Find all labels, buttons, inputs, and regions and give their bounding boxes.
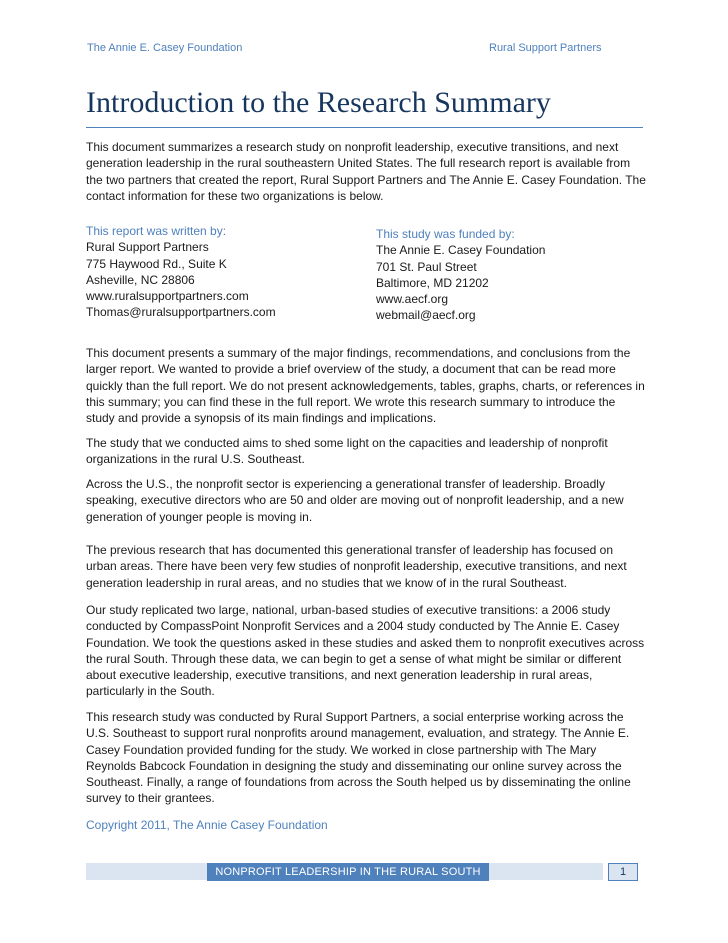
- author-website: www.ruralsupportpartners.com: [86, 289, 249, 304]
- funder-org: The Annie E. Casey Foundation: [376, 243, 546, 258]
- funder-email: webmail@aecf.org: [376, 308, 476, 323]
- author-contact-block: [86, 223, 276, 321]
- funder-contact-block: [376, 226, 545, 324]
- funder-website: www.aecf.org: [376, 292, 449, 307]
- author-email: Thomas@ruralsupportpartners.com: [86, 305, 276, 320]
- author-heading: This report was written by:: [86, 224, 227, 238]
- footer-bar: [86, 863, 641, 881]
- page-title: Introduction to the Research Summary: [86, 86, 551, 119]
- author-street: 775 Haywood Rd., Suite K: [86, 256, 227, 271]
- body-paragraph-partners: This research study was conducted by Rural Support Partners, a social enterprise working across the U.S. Southeast to support rural nonprofits around management, evaluation, and strategy. The Annie E. Casey Foundation provided funding for the study. We worked in close partnership with The Mary Reynolds Babcock Foundation in designing the study and disseminating our online survey across the Southeast. Finally, a range of foundations from across the South helped us by disseminating the online survey to their grantees.: [86, 710, 631, 806]
- funder-street: 701 St. Paul Street: [376, 259, 477, 274]
- body-paragraph-summary: This document presents a summary of the major findings, recommendations, and conclusions from the larger report. We wanted to provide a brief overview of the study, a document that can be read more quickly than the full report. We do not present acknowledgements, tables, graphs, charts, or references in this summary; you can find these in the full report. We wrote this research summary to introduce the study and provide a synopsis of its main findings and implications.: [86, 346, 645, 426]
- running-header-right: Rural Support Partners: [489, 42, 602, 54]
- funder-city: Baltimore, MD 21202: [376, 275, 489, 290]
- body-paragraph-aims: The study that we conducted aims to shed some light on the capacities and leadership of nonprofit organizations in the rural U.S. Southeast.: [86, 436, 608, 467]
- body-paragraph-replication: Our study replicated two large, national, urban-based studies of executive transitions: a 2006 study conducted by CompassPoint Nonprofit Services and a 2004 study conducted by The Annie E. Casey Foundation. We took the questions asked in these studies and asked them to nonprofit executives across the rural South. Through these data, we can begin to get a sense of what might be similar or different about executive leadership, executive transitions, and next generation leadership in rural areas, particularly in the South.: [86, 603, 645, 699]
- title-underline: [86, 127, 643, 128]
- funder-heading: This study was funded by:: [376, 227, 515, 241]
- author-org: Rural Support Partners: [86, 240, 209, 255]
- author-city: Asheville, NC 28806: [86, 272, 195, 287]
- body-paragraph-transfer: Across the U.S., the nonprofit sector is experiencing a generational transfer of leadership. Broadly speaking, executive directors who are 50 and older are moving out of nonprofit leadership, and a new generation of younger people is moving in.: [86, 477, 624, 524]
- page-number: 1: [608, 863, 638, 881]
- intro-paragraph: This document summarizes a research study on nonprofit leadership, executive transitions, and next generation leadership in the rural southeastern United States. The full research report is available from the two partners that created the report, Rural Support Partners and The Annie E. Casey Foundation. The contact information for these two organizations is below.: [86, 140, 646, 203]
- body-paragraph-previous-research: The previous research that has documented this generational transfer of leadership has focused on urban areas. There have been very few studies of nonprofit leadership, executive transitions, and next generation leadership in rural areas, and no studies that we know of in the rural Southeast.: [86, 543, 627, 590]
- copyright-notice: Copyright 2011, The Annie Casey Foundation: [86, 818, 328, 832]
- footer-title: NONPROFIT LEADERSHIP IN THE RURAL SOUTH: [207, 863, 489, 881]
- running-header-left: The Annie E. Casey Foundation: [87, 42, 243, 54]
